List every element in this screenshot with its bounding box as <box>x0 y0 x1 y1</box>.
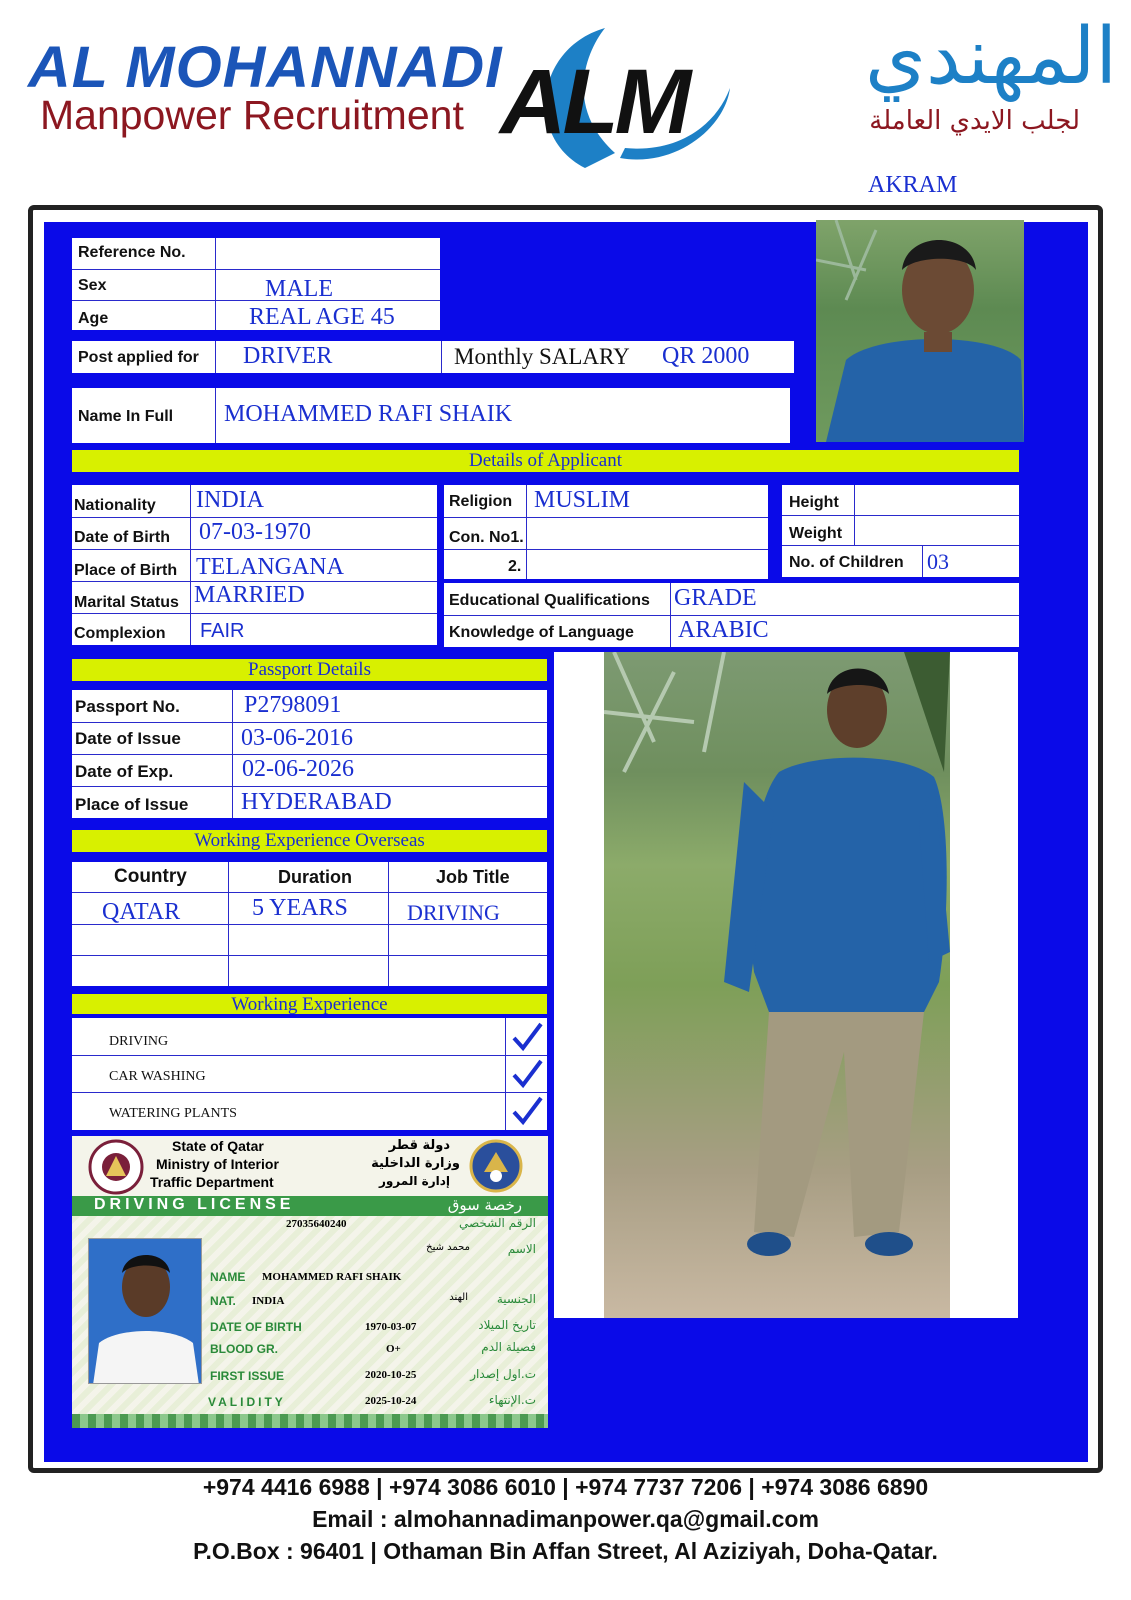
license-nat-label: NAT. <box>210 1294 236 1308</box>
education-box <box>444 583 1019 647</box>
driving-license <box>72 1136 548 1428</box>
religion-label: Religion <box>449 493 513 510</box>
license-title-ar: رخصة سوق <box>447 1196 522 1214</box>
company-name-ar: المهندي <box>864 12 1117 102</box>
marital-label: Marital Status <box>74 594 179 611</box>
experience-title-bar: Working Experience <box>72 994 547 1014</box>
license-name-label-ar: الاسم <box>507 1242 536 1256</box>
license-blood-value: O+ <box>386 1343 401 1355</box>
height-label: Height <box>789 494 839 511</box>
pob-label: Place of Birth <box>74 562 178 579</box>
checkmark-icon <box>510 1095 544 1127</box>
license-name-ar-value: محمد شيخ <box>426 1242 470 1253</box>
license-bottom-band <box>72 1414 548 1428</box>
license-id-label-ar: الرقم الشخصي <box>459 1216 536 1230</box>
license-dob-value: 1970-03-07 <box>365 1321 417 1333</box>
license-validity-label-ar: ت.الإنتهاء <box>488 1393 536 1407</box>
sex-label: Sex <box>78 277 107 294</box>
overseas-country-1: QATAR <box>102 899 181 925</box>
reference-box <box>72 238 440 330</box>
details-title-bar: Details of Applicant <box>72 450 1019 472</box>
passport-issue-label: Date of Issue <box>75 729 181 748</box>
details-body-box <box>782 485 1019 577</box>
post-box <box>72 341 794 373</box>
company-tagline-en: Manpower Recruitment <box>40 92 464 138</box>
name-value: MOHAMMED RAFI SHAIK <box>224 401 513 427</box>
salary-label: Monthly SALARY <box>454 344 630 369</box>
post-label: Post applied for <box>78 349 199 366</box>
license-first-issue-label-ar: ت.اول إصدار <box>470 1367 536 1381</box>
passport-title-bar: Passport Details <box>72 659 547 681</box>
license-ministry-en: Ministry of Interior <box>156 1156 279 1172</box>
license-validity-value: 2025-10-24 <box>365 1395 417 1407</box>
alm-logo: ALM <box>500 51 688 153</box>
overseas-duration-1: 5 YEARS <box>252 895 348 921</box>
license-title-en: DRIVING LICENSE <box>94 1196 295 1213</box>
license-blood-label-ar: فصيلة الدم <box>481 1340 536 1354</box>
nationality-label: Nationality <box>74 497 156 514</box>
children-label: No. of Children <box>789 554 904 571</box>
passport-issue-value: 03-06-2016 <box>241 725 353 751</box>
name-box <box>72 388 790 443</box>
passport-box <box>72 690 547 818</box>
license-name-value: MOHAMMED RAFI SHAIK <box>262 1271 402 1283</box>
children-value: 03 <box>927 549 949 574</box>
company-name-en: AL MOHANNADI <box>28 35 503 100</box>
nationality-value: INDIA <box>196 487 264 513</box>
applicant-full-photo <box>604 652 950 1318</box>
license-state-en: State of Qatar <box>172 1138 264 1154</box>
license-dob-label-ar: تاريخ الميلاد <box>478 1318 536 1332</box>
overseas-table <box>72 862 547 986</box>
details-religion-box <box>444 485 768 579</box>
footer-address: P.O.Box : 96401 | Othaman Bin Affan Street, Al Aziziyah, Doha-Qatar. <box>193 1538 938 1564</box>
details-left-box <box>72 485 437 645</box>
age-value: REAL AGE 45 <box>249 304 395 330</box>
license-first-issue-value: 2020-10-25 <box>365 1369 417 1381</box>
experience-list <box>72 1018 547 1130</box>
dob-value: 07-03-1970 <box>199 519 311 545</box>
passport-no-value: P2798091 <box>244 692 342 718</box>
license-dob-label: DATE OF BIRTH <box>210 1320 302 1334</box>
license-blood-label: BLOOD GR. <box>210 1342 278 1356</box>
experience-item-2: CAR WASHING <box>109 1069 206 1084</box>
dob-label: Date of Birth <box>74 529 170 546</box>
checkmark-icon <box>510 1021 544 1053</box>
license-nat-ar-value: الهند <box>449 1292 468 1303</box>
license-dept-ar: إدارة المرور <box>378 1174 450 1188</box>
applicant-portrait <box>816 220 1024 442</box>
language-value: ARABIC <box>678 617 769 643</box>
license-validity-label: VALIDITY <box>208 1395 286 1409</box>
license-dept-en: Traffic Department <box>150 1174 274 1190</box>
complexion-value: FAIR <box>200 620 245 642</box>
overseas-job-1: DRIVING <box>407 900 500 925</box>
complexion-label: Complexion <box>74 625 166 642</box>
overseas-header-country: Country <box>114 866 187 887</box>
passport-place-value: HYDERABAD <box>241 789 392 815</box>
footer-phones: +974 4416 6988 | +974 3086 6010 | +974 7737 7206 | +974 3086 6890 <box>202 1474 929 1500</box>
license-nat-value: INDIA <box>252 1295 285 1307</box>
license-portrait-icon <box>89 1239 202 1384</box>
religion-value: MUSLIM <box>534 487 631 513</box>
license-photo <box>88 1238 202 1384</box>
license-first-issue-label: FIRST ISSUE <box>210 1369 285 1383</box>
language-label: Knowledge of Language <box>449 624 634 641</box>
passport-exp-label: Date of Exp. <box>75 762 174 781</box>
age-label: Age <box>78 310 109 327</box>
passport-no-label: Passport No. <box>75 697 180 716</box>
agent-name: AKRAM <box>868 172 958 198</box>
post-value: DRIVER <box>243 343 333 369</box>
experience-item-1: DRIVING <box>109 1034 169 1049</box>
checkmark-icon <box>510 1058 544 1090</box>
name-label: Name In Full <box>78 408 174 425</box>
license-nat-label-ar: الجنسية <box>496 1292 536 1306</box>
education-label: Educational Qualifications <box>449 592 650 609</box>
pob-value: TELANGANA <box>196 554 344 580</box>
gcc-emblem-icon <box>468 1138 524 1194</box>
overseas-header-job: Job Title <box>436 867 510 887</box>
overseas-title-bar: Working Experience Overseas <box>72 830 547 852</box>
portrait-figure-icon <box>816 220 1024 442</box>
overseas-header-duration: Duration <box>278 867 352 887</box>
passport-exp-value: 02-06-2026 <box>242 756 354 782</box>
license-ministry-ar: وزارة الداخلية <box>371 1156 460 1171</box>
footer-email[interactable]: Email : almohannadimanpower.qa@gmail.com <box>312 1506 819 1532</box>
license-state-ar: دولة قطر <box>388 1138 450 1153</box>
weight-label: Weight <box>789 525 843 542</box>
contact1-label: Con. No1. <box>449 529 524 546</box>
full-body-figure-icon <box>604 652 950 1318</box>
license-name-label: NAME <box>210 1270 246 1284</box>
marital-value: MARRIED <box>194 582 305 608</box>
sex-value: MALE <box>265 276 333 302</box>
reference-label: Reference No. <box>78 244 186 261</box>
company-tagline-ar: لجلب الايدي العاملة <box>869 106 1080 136</box>
qatar-moi-emblem-icon <box>86 1138 146 1196</box>
salary-value: QR 2000 <box>662 343 750 369</box>
contact2-label: 2. <box>508 558 522 575</box>
passport-place-label: Place of Issue <box>75 795 189 814</box>
experience-item-3: WATERING PLANTS <box>109 1106 237 1121</box>
education-value: GRADE <box>674 585 757 611</box>
license-id-number: 27035640240 <box>286 1218 347 1230</box>
